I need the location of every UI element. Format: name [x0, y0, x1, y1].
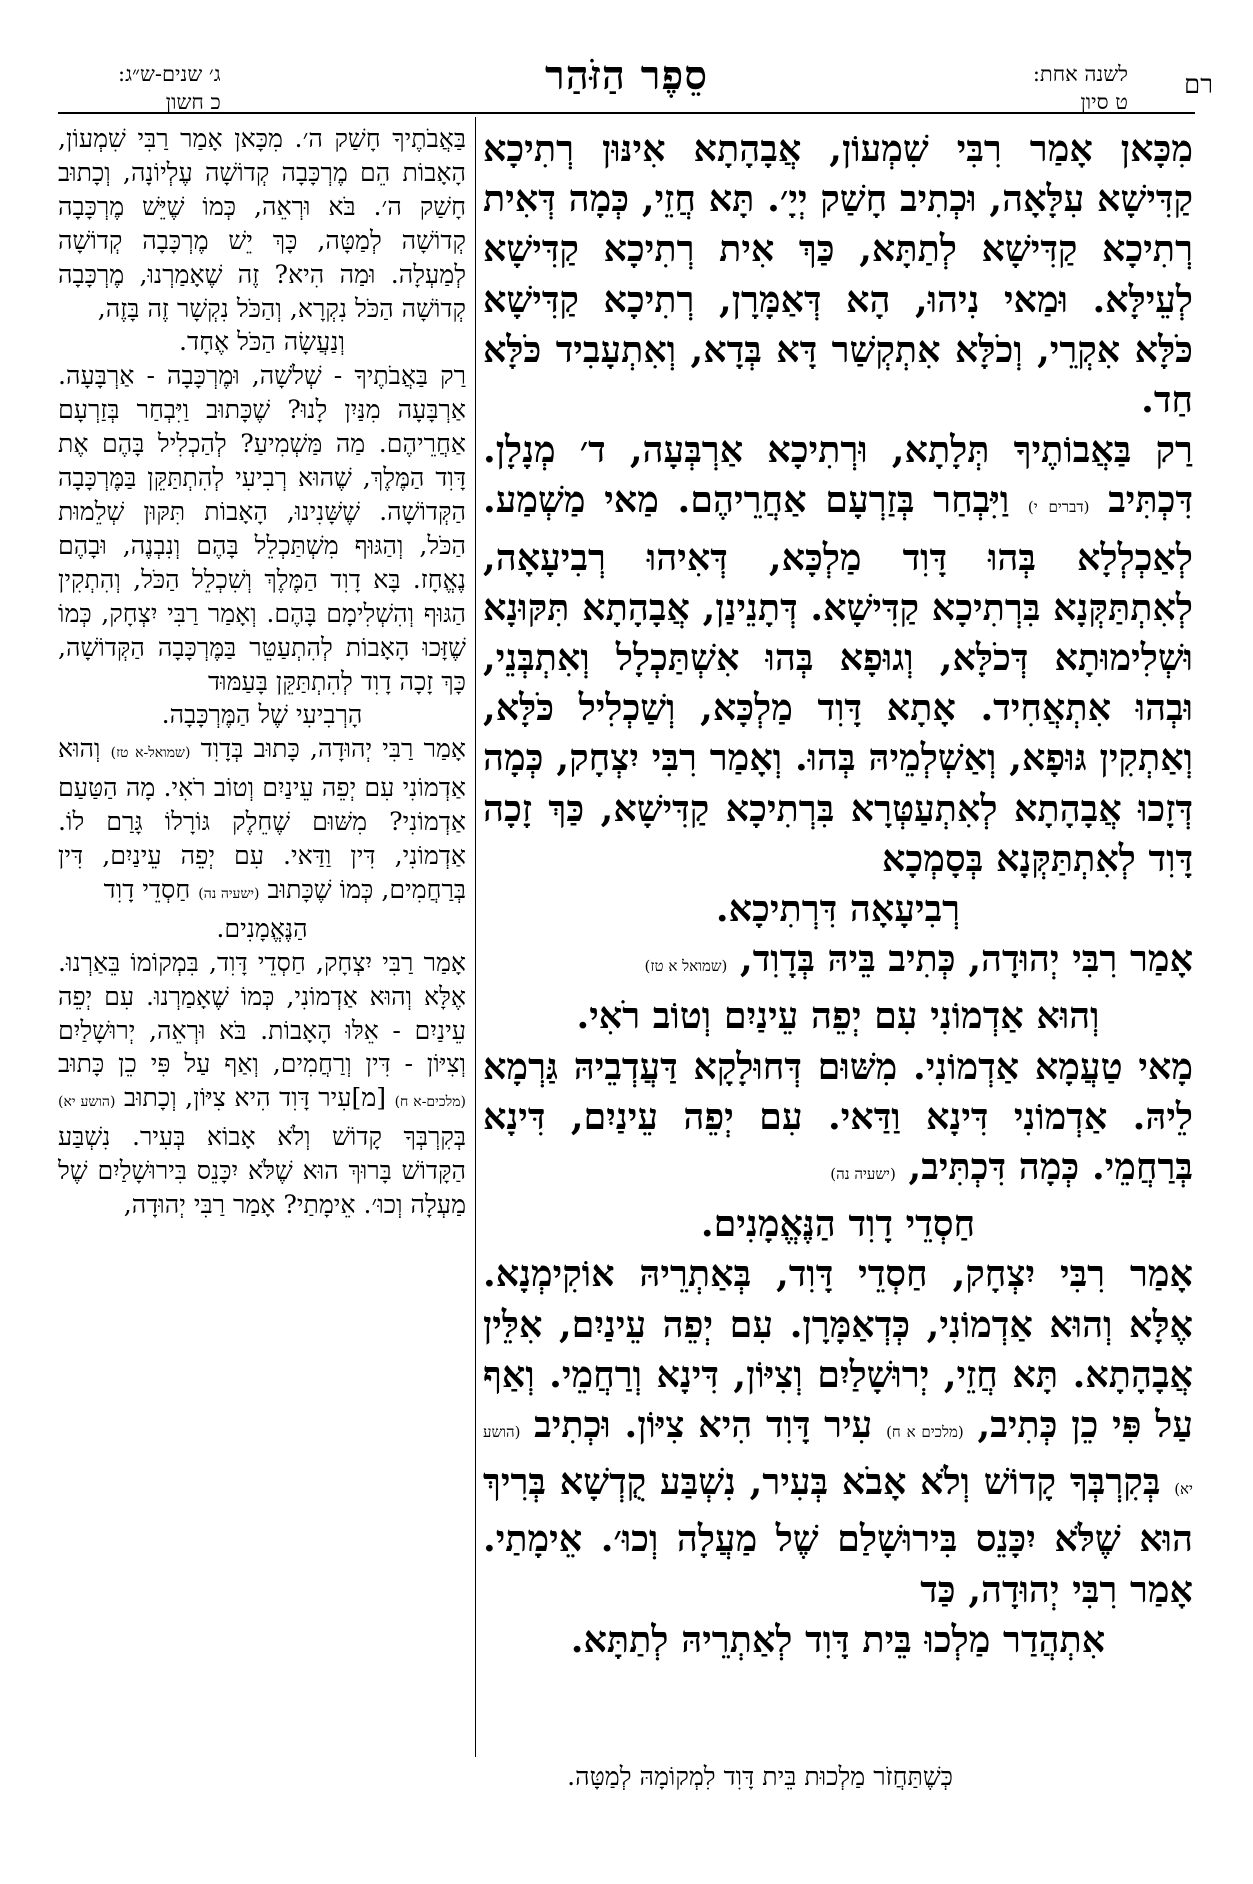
source-reference: (ישעיה נה)	[198, 885, 260, 902]
paragraph-text: בְּקִרְבְּךָ קָדוֹשׁ וְלֹא אָבֹא בְּעִיר, נִשְׁבַּע קֻדְשָׁא בְּרִיךְ הוּא שֶׁלֹּא יִכָּנֵס בִּירוּשָׁלַם שֶׁל מַעֲלָה וְכוּ׳. אֵימָתַי. אָמַר רִבִּי יְהוּדָה, כַּד	[483, 1460, 1193, 1611]
paragraph-ending: רְבִיעָאָה דִּרְתִיכָא.	[715, 887, 961, 931]
paragraph	[483, 425, 1193, 884]
paragraph-text: עִיר דָּוִד הִיא צִיּוֹן. וּכְתִיב	[534, 1403, 873, 1447]
schedule-label: ג׳ שנים-ש״ג:	[118, 62, 221, 86]
paragraph-text: וְהוּא אַדְמוֹנִי עִם יְפֵה עֵינַיִם וְטוֹב רֹאִי. מָה הַטַּעַם אַדְמוֹנִי? מִשּׁוּם שֶׁחֵלֶק גּוֹרָלוֹ גָּרַם לוֹ. אַדְמוֹנִי, דִּין וַדַּאי. עִם יְפֵה עֵינַיִם, דִּין בְּרַחֲמִים, כְּמוֹ שֶׁכָּתוּב	[58, 734, 466, 904]
paragraph-ending: הַנֶּאֱמָנִים.	[216, 913, 308, 943]
paragraph	[58, 946, 466, 1222]
aramaic-text-column	[483, 124, 1193, 1665]
source-reference: (שמואל-א טז)	[110, 745, 191, 762]
page-number: רם	[1184, 70, 1213, 100]
paragraph-ending: הָרְבִיעִי שֶׁל הַמֶּרְכָּבָה.	[161, 700, 363, 730]
paragraph-text: רַק בַּאֲבֹתֶיךָ - שְׁלֹשָׁה, וּמֶרְכָּבָה - אַרְבָּעָה. אַרְבָּעָה מִנַּיִן לָנוּ? שֶׁכָּתוּב וַיִּבְחַר בְּזַרְעָם אַחֲרֵיהֶם. מַה מַּשְׁמִיעַ? לְהַכְלִיל בָּהֶם אֶת דָּוִד הַמֶּלֶךְ, שֶׁהוּא רְבִיעִי לְהִתְתַּקֵּן בַּמֶּרְכָּבָה הַקְּדוֹשָׁה. שֶׁשָּׁנִינוּ, הָאָבוֹת תִּקּוּן שְׁלֵמוּת הַכֹּל, וְהַגּוּף מִשְׁתַּכְלֵל בָּהֶם וְנִבְנֶה, וּבָהֶם נֶאֱחָז. בָּא דָוִד הַמֶּלֶךְ וְשִׁכְלֵל הַכֹּל, וְהִתְקִין הַגּוּף וְהִשְׁלִימָם בָּהֶם. וְאָמַר רַבִּי יִצְחָק, כְּמוֹ שֶׁזָּכוּ הָאָבוֹת לְהִתְעַטֵּר בַּמֶּרְכָּבָה הַקְּדוֹשָׁה, כָּךְ זָכָה דָוִד לְהִתְתַּקֵּן בָּעַמּוּד	[58, 361, 466, 696]
paragraph-ending: אִתְהֲדַר מַלְכוּ בֵּית דָּוִד לְאַתְרֵיהּ לְתַתָּא.	[570, 1617, 1106, 1661]
paragraph	[483, 124, 1193, 425]
source-reference: (הושע יא)	[483, 1423, 1193, 1499]
paragraph-text: בְּקִרְבְּךָ קָדוֹשׁ וְלֹא אָבוֹא בְּעִיר. נִשְׁבַּע הַקָּדוֹשׁ בָּרוּךְ הוּא שֶׁלֹּא יִכָּנֵס בִּירוּשָׁלַיִם שֶׁל מַעְלָה וְכוּ׳. אֵימָתַי? אָמַר רַבִּי יְהוּדָה,	[58, 1122, 466, 1220]
verse-line: וְהוּא אַדְמוֹנִי עִם יְפֵה עֵינַיִם וְטוֹב רֹאִי.	[576, 994, 1100, 1038]
source-reference: (הושע יא)	[58, 1094, 116, 1111]
schedule-date: כ חשון	[165, 90, 221, 114]
footer-continuation-line: כְּשֶׁתַּחֲזֹר מַלְכוּת בֵּית דָּוִד לִמְקוֹמָהּ לְמַטָּה.	[567, 1762, 953, 1791]
paragraph	[58, 359, 466, 698]
paragraph	[483, 1249, 1193, 1614]
paragraph-text: אָמַר רַבִּי יִצְחָק, חַסְדֵי דָּוִד, בִּמְקוֹמוֹ בֵּאַרְנוּ. אֶלָּא וְהוּא אַדְמוֹנִי, כְּמוֹ שֶׁאָמַרְנוּ. עִם יְפֵה עֵינַיִם - אֵלּוּ הָאָבוֹת. בֹּא וּרְאֵה, יְרוּשָׁלַיִם וְצִיּוֹן - דִּין וְרַחֲמִים, וְאַף עַל פִּי כֵן כָּתוּב	[58, 947, 466, 1079]
paragraph-text: רַק בַּאֲבוֹתֶיךָ תְּלָתָא, וּרְתִיכָא אַרְבְּעָה, ד׳ מְנָלָן. דִּכְתִּיב	[483, 428, 1194, 522]
column-divider	[475, 117, 476, 1757]
paragraph-ending: וְנַעֲשָׂה הַכֹּל אֶחָד.	[179, 327, 345, 357]
paragraph-text: אָמַר רַבִּי יְהוּדָה, כָּתוּב בְּדָוִד	[200, 734, 466, 764]
hebrew-translation-column	[58, 122, 466, 1222]
source-reference: (דברים י)	[1027, 498, 1090, 517]
paragraph	[483, 934, 1193, 991]
paragraph-text: בַּאֲבֹתֶיךָ חָשַׁק ה׳. מִכָּאן אָמַר רַבִּי שִׁמְעוֹן, הָאָבוֹת הֵם מֶרְכָּבָה קְדוֹשָׁה עֶלְיוֹנָה, וְכָתוּב חָשַׁק ה׳. בֹּא וּרְאֵה, כְּמוֹ שֶׁיֵּשׁ מֶרְכָּבָה קְדוֹשָׁה לְמַטָּה, כָּךְ יֵשׁ מֶרְכָּבָה קְדוֹשָׁה לְמַעְלָה. וּמַה הִיא? זֶה שֶׁאָמַרְנוּ, מֶרְכָּבָה קְדוֹשָׁה הַכֹּל נִקְרָא, וְהַכֹּל נִקְשָׁר זֶה בָּזֶה,	[58, 124, 466, 323]
source-reference: (מלכים א ח)	[886, 1423, 964, 1442]
paragraph-text: אָמַר רִבִּי יְהוּדָה, כְּתִיב בֵּיהּ בְּדָוִד,	[740, 937, 1193, 981]
paragraph-text: מִכָּאן אָמַר רִבִּי שִׁמְעוֹן, אֲבָהָתָא אִינּוּן רְתִיכָא קַדִּישָׁא עִלָּאָה, וּכְתִיב חָשַׁק יְיָ׳. תָּא חֲזֵי, כְּמָה דְּאִית רְתִיכָא קַדִּישָׁא לְתַתָּא, כַּךְ אִית רְתִיכָא קַדִּישָׁא לְעֵילָּא. וּמַאי נִיהוּ, הָא דְּאַמָּרָן, רְתִיכָא קַדִּישָׁא כֹּלָּא אִקְרֵי, וְכֹלָּא אִתְקְשַׁר דָּא בְּדָא, וְאִתְעָבִיד כֹּלָּא חַד.	[483, 127, 1193, 422]
paragraph-text: [מ]עִיר דָּוִד הִיא צִיּוֹן, וְכָתוּב	[123, 1083, 387, 1113]
paragraph-ending: חַסְדֵי דָוִד הַנֶּאֱמָנִים.	[700, 1202, 976, 1246]
source-reference: (שמואל א טז)	[644, 957, 728, 976]
paragraph-text: אָמַר רִבִּי יִצְחָק, חַסְדֵי דָּוִד, בְּאַתְרֵיהּ אוֹקִימְנָא. אֶלָּא וְהוּא אַדְמוֹנִי, כְּדְאַמָּרָן. עִם יְפֵה עֵינַיִם, אִלֵּין אֲבָהָתָא. תָּא חֲזֵי, יְרוּשָׁלַיִם וְצִיּוֹן, דִּינָא וְרַחֲמֵי. וְאַף עַל פִּי כֵן כְּתִיב,	[483, 1252, 1193, 1447]
paragraph	[58, 122, 466, 325]
book-title: סֵפֶר הַזֹּהַר	[545, 52, 708, 99]
paragraph-text: מָאי טַעֲמָא אַדְמוֹנִי. מִשּׁוּם דְּחוּלָקָא דַּעֲדְבֵיהּ גַּרְמָא לֵיהּ. אַדְמוֹנִי דִּינָא וַדַּאי. עִם יְפֵה עֵינַיִם, דִּינָא בְּרַחֲמֵי. כְּמָה דִּכְתִּיב,	[483, 1044, 1193, 1189]
paragraph	[483, 1042, 1193, 1200]
paragraph-text: חַסְדֵי דָוִד	[103, 874, 191, 904]
schedule-label: לשנה אחת:	[1032, 62, 1128, 86]
schedule-date: ט סיון	[1080, 90, 1128, 114]
paragraph	[58, 732, 466, 912]
source-reference: (מלכים-א ח)	[394, 1094, 466, 1111]
paragraph-text: וַיִּבְחַר בְּזַרְעָם אַחֲרֵיהֶם. מַאי מַשְׁמַע. לְאַכְלְלָא בְּהוּ דָּוִד מַלְכָּא, דְּאִיהוּ רְבִיעָאָה, לְאִתְתַּקְּנָא בִּרְתִיכָא קַדִּישָׁא. דְּתָנֵינַן, אֲבָהָתָא תִּקּוּנָא וּשְׁלִימוּתָא דְּכֹלָּא, וְגוּפָא בְּהוּ אִשְׁתַּכְלָל וְאִתְבְּנֵי, וּבְהוּ אִתְאֲחִיד. אָתָא דָּוִד מַלְכָּא, וְשַׁכְלִיל כֹּלָּא, וְאַתְקִין גּוּפָא, וְאַשְׁלְמֵיהּ בְּהוּ. וְאָמַר רִבִּי יִצְחָק, כְּמָה דְּזָכוּ אֲבָהָתָא לְאִתְעַטְּרָא בִּרְתִיכָא קַדִּישָׁא, כַּךְ זָכָה דָּוִד לְאִתְתַּקְּנָא בְּסָמְכָא	[483, 478, 1193, 880]
source-reference: (ישעיה נה)	[830, 1165, 896, 1184]
header-rule	[58, 112, 1195, 114]
